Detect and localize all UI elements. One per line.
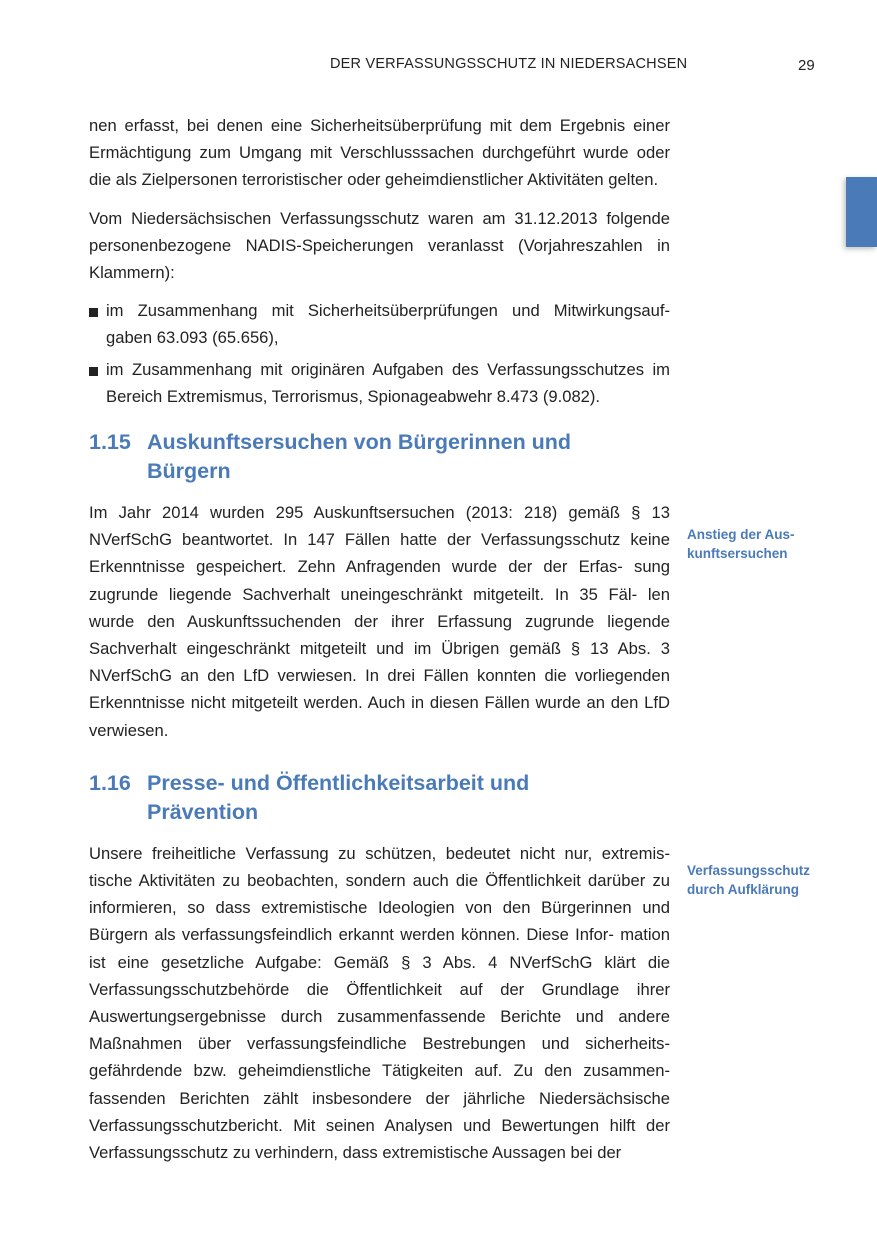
section-number: 1.16: [89, 770, 131, 795]
paragraph-nadis-intro: Vom Niedersächsischen Verfassungsschutz waren am 31.12.2013 folgende personenbezogene NADIS-Speicherungen veranlasst (Vorjahreszahlen in Klammern):: [89, 208, 670, 283]
square-bullet-icon: [89, 367, 98, 376]
running-title: DER VERFASSUNGSSCHUTZ IN NIEDERSACHSEN: [330, 56, 688, 72]
margin-note-anstieg: Anstieg der Aus- kunftsersuchen: [687, 527, 795, 561]
paragraph-presse: Unsere freiheitliche Verfassung zu schützen, bedeutet nicht nur, extremis- tische Aktivitäten zu beobachten, sondern auch die Öffentlichkeit darüber zu informieren, so dass extremistische Ideologien von den Bürgerinnen und Bürgern als verfassungsfeindlich erkannt werden können. Diese Infor- mation ist eine gesetzliche Aufgabe: Gemäß § 3 Abs. 4 NVerfSchG klärt die Verfassungsschutzbehörde die Öffentlichkeit auf der Grundlage ihrer Auswertungsergebnisse durch zusammenfassende Berichte und andere Maßnahmen über verfassungsfeindliche Bestrebungen und sicherheits- gefährdende bzw. geheimdienstliche Tätigkeiten auf. Zu den zusammen- fassenden Berichten zählt insbesondere der jährliche Niedersächsische Verfassungsschutzbericht. Mit seinen Analysen und Bewertungen hilft der Verfassungsschutz zu verhindern, dass extremistische Aussagen bei der: [89, 843, 670, 1163]
section-title: Auskunftsersuchen von Bürgerinnen und Bürgern: [147, 430, 572, 484]
section-heading-1-16: [89, 769, 670, 827]
section-title: Presse- und Öffentlichkeitsarbeit und Prävention: [147, 770, 530, 824]
page-number: 29: [798, 57, 815, 74]
list-item: im Zusammenhang mit originären Aufgaben des Verfassungsschutzes im Bereich Extremismus, Terrorismus, Spionageabwehr 8.473 (9.082).: [89, 356, 670, 410]
paragraph-auskunft: Im Jahr 2014 wurden 295 Auskunftsersuchen (2013: 218) gemäß § 13 NVerfSchG beantwortet. In 147 Fällen hatte der Verfassungsschutz keine Erkenntnisse gespeichert. Zehn Anfragenden wurde der der Erfas- sung zugrunde liegende Sachverhalt uneingeschränkt mitgeteilt. In 35 Fäl- len wurde den Auskunftssuchenden der ihrer Erfassung zugrunde liegende Sachverhalt eingeschränkt mitgeteilt und im Übrigen gemäß § 13 Abs. 3 NVerfSchG an den LfD verwiesen. In drei Fällen konnten die vorliegenden Erkenntnisse nicht mitgeteilt werden. Auch in diesen Fällen wurde an den LfD verwiesen.: [89, 503, 671, 740]
main-text-column: [89, 112, 670, 1166]
list-item: im Zusammenhang mit Sicherheitsüberprüfungen und Mitwirkungsauf- gaben 63.093 (65.656),: [89, 297, 670, 351]
square-bullet-icon: [89, 308, 98, 317]
section-number: 1.15: [89, 430, 131, 455]
chapter-thumb-tab: [846, 177, 877, 247]
nadis-list: [89, 297, 670, 410]
paragraph-continuation: nen erfasst, bei denen eine Sicherheitsüberprüfung mit dem Ergebnis einer Ermächtigung zum Umgang mit Verschlusssachen durchgeführt wurde oder die als Zielpersonen terroristischer oder geheimdienstlicher Aktivitäten gelten.: [89, 116, 670, 190]
section-heading-1-15: [89, 428, 670, 486]
margin-note-aufklaerung: Verfassungsschutz durch Aufklärung: [687, 863, 811, 897]
